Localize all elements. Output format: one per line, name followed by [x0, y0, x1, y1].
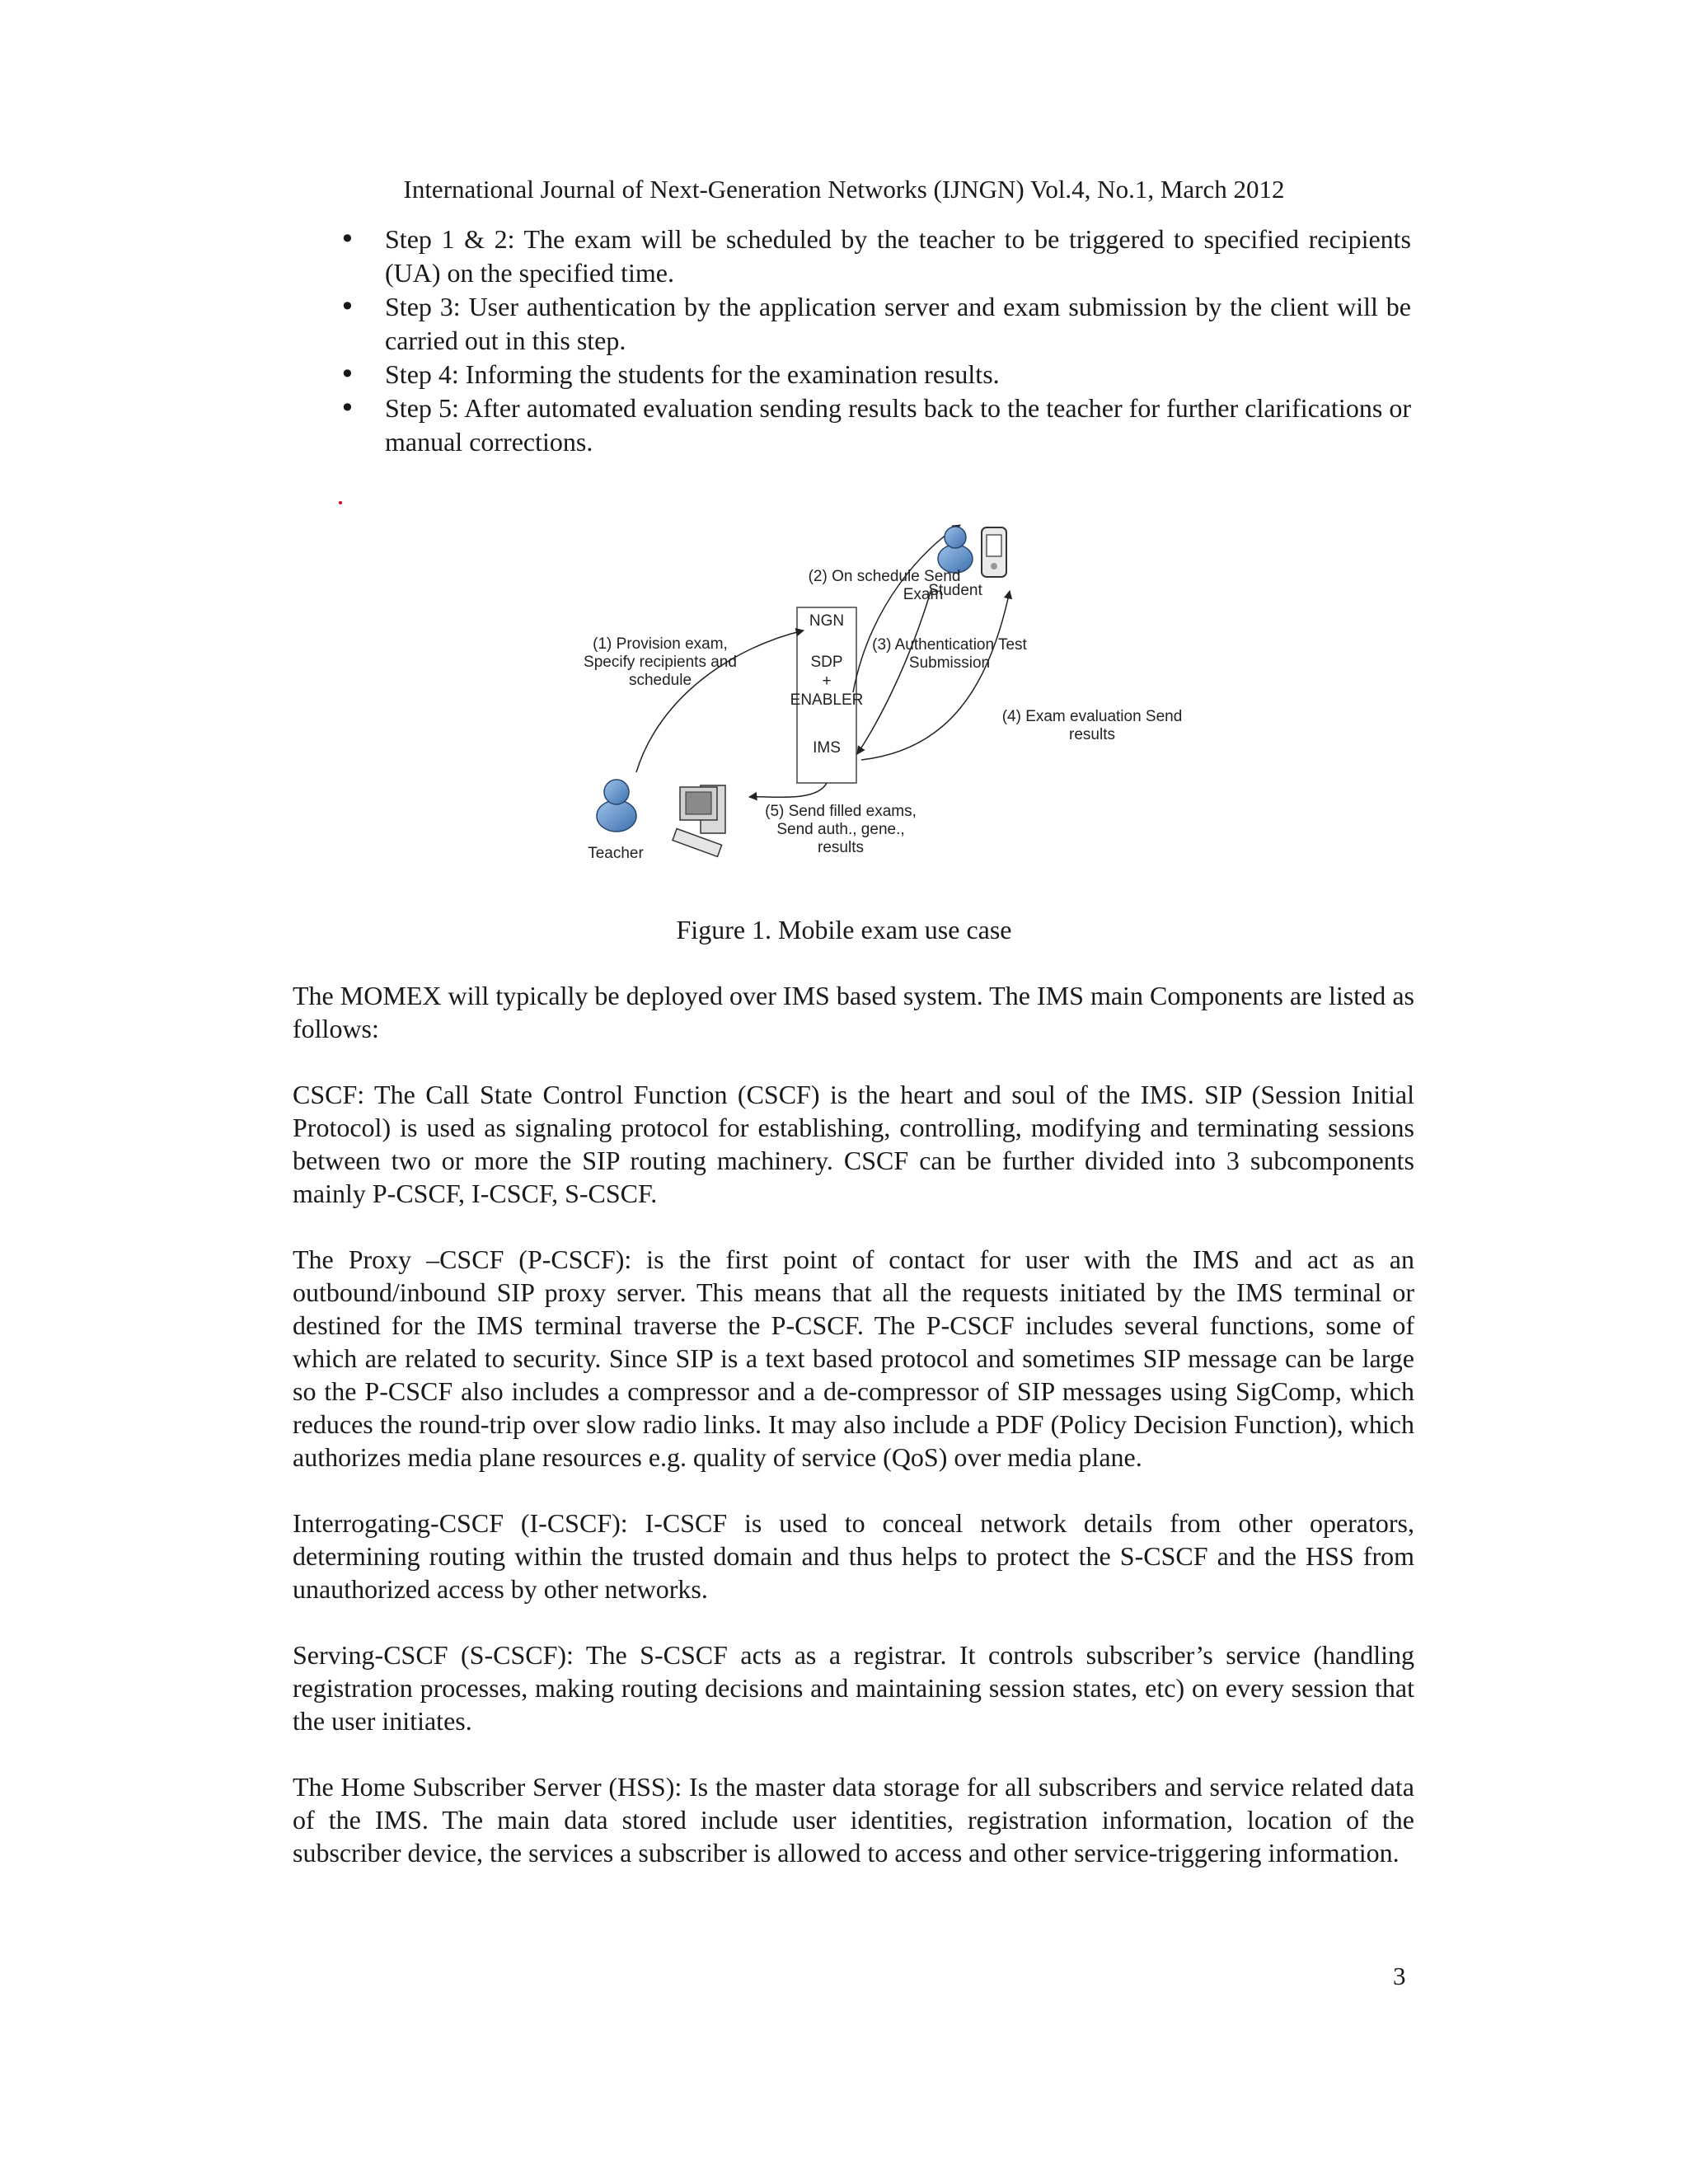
- bullet-icon: •: [340, 291, 355, 322]
- red-dot-mark: [339, 501, 342, 504]
- paragraph-intro: The MOMEX will typically be deployed over IMS based system. The IMS main Components are listed as follows:: [293, 981, 1414, 1043]
- arrow-evaluation: [861, 591, 1010, 760]
- page-number: 3: [1393, 1961, 1406, 1990]
- box-plus-label: +: [822, 673, 832, 690]
- arrow-authentication: [857, 589, 931, 754]
- box-sdp-label: SDP: [810, 654, 843, 671]
- bullet-icon: •: [340, 359, 355, 390]
- teacher-label: Teacher: [588, 845, 644, 862]
- label-4-line-2: results: [1069, 726, 1115, 743]
- paragraph-i-cscf: Interrogating-CSCF (I-CSCF): I-CSCF is used to conceal network details from other operators, determining routing within the trusted domain and thus helps to protect the S-CSCF and the HSS from unauthorized access by other networks.: [293, 1508, 1414, 1604]
- label-5-line-2: Send auth., gene.,: [776, 821, 905, 838]
- label-1-line-1: (1) Provision exam,: [593, 635, 728, 653]
- bullet-icon: •: [340, 392, 355, 424]
- journal-header: International Journal of Next-Generation Networks (IJNGN) Vol.4, No.1, March 2012: [403, 175, 1285, 204]
- paragraph-p-cscf: The Proxy –CSCF (P-CSCF): is the first point of contact for user with the IMS and act as an outbound/inbound SIP proxy server. This means that all the requests initiated by the IMS terminal or destined for the IMS terminal traverse the P-CSCF. The P-CSCF includes several functions, some of which are related to security. Since SIP is a text based protocol and sometimes SIP message can be large so the P-CSCF also includes a compressor and a de-compressor of SIP messages using SigComp, which reduces the round-trip over slow radio links. It may also include a PDF (Policy Decision Function), which authorizes media plane resources e.g. quality of service (QoS) over media plane.: [293, 1244, 1414, 1472]
- body-text: [293, 979, 1414, 1902]
- label-3-line-1: (3) Authentication Test: [872, 636, 1027, 654]
- step-item: • Step 5: After automated evaluation sending results back to the teacher for further clarifications or manual corrections.: [340, 392, 1411, 457]
- figure-caption: Figure 1. Mobile exam use case: [676, 915, 1012, 944]
- label-4-line-1: (4) Exam evaluation Send: [1001, 708, 1183, 725]
- box-ims-label: IMS: [813, 739, 841, 757]
- student-icon: [938, 527, 973, 573]
- step-item: • Step 4: Informing the students for the examination results.: [340, 359, 1000, 390]
- paragraph-hss: The Home Subscriber Server (HSS): Is the master data storage for all subscribers and service related data of the IMS. The main data stored include user identities, registration information, location of the subscriber device, the services a subscriber is allowed to access and other service-triggering information.: [293, 1772, 1414, 1868]
- steps-list: [331, 223, 1411, 459]
- label-2-line-1: (2) On schedule Send: [808, 568, 961, 585]
- step-item: • Step 1 & 2: The exam will be scheduled by the teacher to be triggered to specified recipients (UA) on the specified time.: [340, 223, 1411, 288]
- label-1-line-3: schedule: [628, 672, 692, 689]
- step-item: • Step 3: User authentication by the application server and exam submission by the client will be carried out in this step.: [340, 291, 1411, 355]
- label-1-line-2: Specify recipients and: [584, 654, 737, 671]
- label-2-line-2: Exam: [903, 586, 944, 603]
- label-5-line-3: results: [818, 839, 864, 856]
- mobile-phone-icon: [982, 527, 1006, 577]
- teacher-icon: [597, 780, 636, 832]
- arrow-send-filled: [749, 783, 827, 797]
- use-case-figure: [544, 515, 1253, 890]
- computer-icon: [673, 785, 725, 856]
- student-label: Student: [928, 582, 982, 599]
- paragraph-s-cscf: Serving-CSCF (S-CSCF): The S-CSCF acts as a registrar. It controls subscriber’s service (handling registration processes, making routing decisions and maintaining session states, etc) on every session that the user initiates.: [293, 1640, 1414, 1736]
- paragraph-cscf: CSCF: The Call State Control Function (CSCF) is the heart and soul of the IMS. SIP (Session Initial Protocol) is used as signaling protocol for establishing, controlling, modifying and terminating sessions between two or more the SIP routing machinery. CSCF can be further divided into 3 subcomponents mainly P-CSCF, I-CSCF, S-CSCF.: [293, 1080, 1414, 1208]
- use-case-diagram: [544, 515, 1253, 890]
- bullet-icon: •: [340, 223, 355, 255]
- box-ngn-label: NGN: [809, 612, 845, 630]
- label-3-line-2: Submission: [908, 654, 991, 672]
- label-5-line-1: (5) Send filled exams,: [765, 803, 917, 820]
- box-enabler-label: ENABLER: [790, 691, 864, 709]
